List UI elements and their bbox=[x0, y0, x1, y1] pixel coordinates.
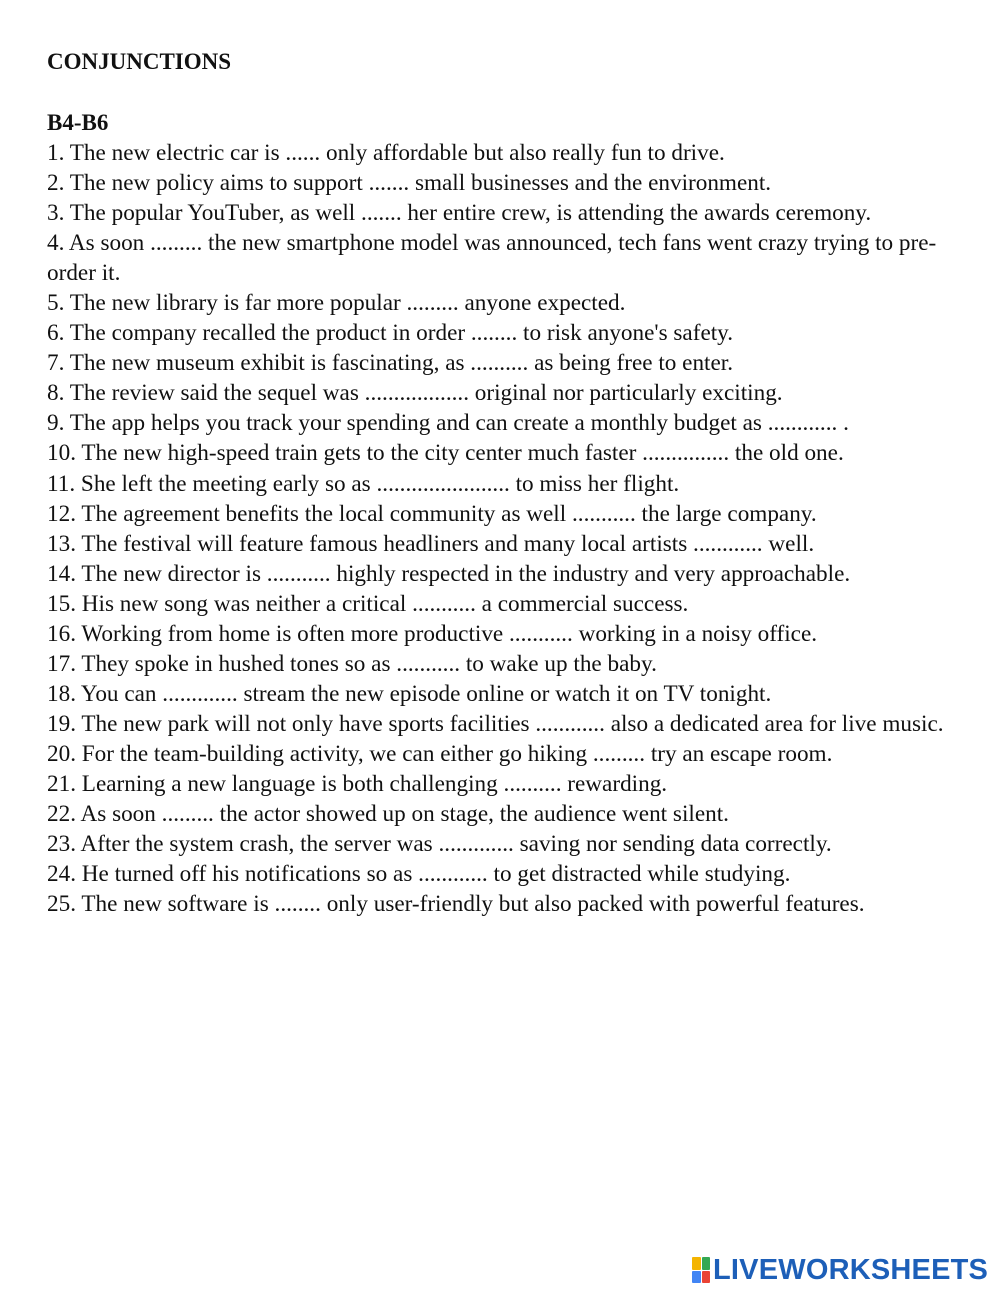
logo-mark-square bbox=[702, 1271, 711, 1284]
question-item: 24. He turned off his notifications so as ............ to get distracted while studying. bbox=[47, 861, 791, 888]
logo-mark-square bbox=[692, 1271, 701, 1284]
question-item: 2. The new policy aims to support ....... small businesses and the environment. bbox=[47, 170, 772, 197]
question-item: 14. The new director is ........... highly respected in the industry and very approachable. bbox=[47, 560, 851, 587]
question-item: 18. You can ............. stream the new episode online or watch it on TV tonight. bbox=[47, 680, 772, 707]
question-item: 21. Learning a new language is both challenging .......... rewarding. bbox=[47, 770, 668, 797]
question-item: 1. The new electric car is ...... only affordable but also really fun to drive. bbox=[47, 140, 725, 166]
question-item: 19. The new park will not only have sports facilities ............ also a dedicated area for live music. bbox=[47, 710, 944, 737]
question-item: 25. The new software is ........ only user-friendly but also packed with powerful features. bbox=[47, 891, 865, 918]
question-item: 7. The new museum exhibit is fascinating, as .......... as being free to enter. bbox=[47, 350, 734, 377]
logo-mark-square bbox=[692, 1257, 701, 1270]
section-heading: B4-B6 bbox=[47, 110, 109, 135]
question-item: 13. The festival will feature famous headliners and many local artists ............ well. bbox=[47, 530, 815, 557]
question-item: 20. For the team-building activity, we can either go hiking ......... try an escape room. bbox=[47, 740, 833, 767]
logo-text: LIVEWORKSHEETS bbox=[713, 1254, 989, 1286]
liveworksheets-logo-icon bbox=[692, 1257, 710, 1283]
logo-mark-square bbox=[702, 1257, 711, 1270]
page-title: CONJUNCTIONS bbox=[47, 49, 232, 74]
question-list bbox=[47, 138, 972, 919]
question-item: 5. The new library is far more popular ......... anyone expected. bbox=[47, 290, 626, 317]
question-item: 23. After the system crash, the server was ............. saving nor sending data correctly. bbox=[47, 831, 832, 858]
question-item: 22. As soon ......... the actor showed up on stage, the audience went silent. bbox=[47, 801, 729, 828]
liveworksheets-logo bbox=[692, 1256, 988, 1284]
question-item: 16. Working from home is often more productive ........... working in a noisy office. bbox=[47, 620, 818, 647]
question-item: 17. They spoke in hushed tones so as ........... to wake up the baby. bbox=[47, 650, 657, 677]
question-item: 12. The agreement benefits the local community as well ........... the large company. bbox=[47, 500, 817, 527]
question-item: 11. She left the meeting early so as ....................... to miss her flight. bbox=[47, 470, 680, 497]
question-item: 10. The new high-speed train gets to the city center much faster ............... the old one. bbox=[47, 440, 844, 467]
question-item: 9. The app helps you track your spending and can create a monthly budget as ............ . bbox=[47, 410, 849, 437]
question-item: 6. The company recalled the product in order ........ to risk anyone's safety. bbox=[47, 320, 734, 347]
question-item: 15. His new song was neither a critical ........... a commercial success. bbox=[47, 590, 689, 617]
question-item: 4. As soon ......... the new smartphone model was announced, tech fans went crazy trying to pre-order it. bbox=[47, 230, 937, 287]
question-item: 3. The popular YouTuber, as well ....... her entire crew, is attending the awards ceremony. bbox=[47, 200, 872, 227]
question-item: 8. The review said the sequel was .................. original nor particularly exciting. bbox=[47, 380, 783, 407]
